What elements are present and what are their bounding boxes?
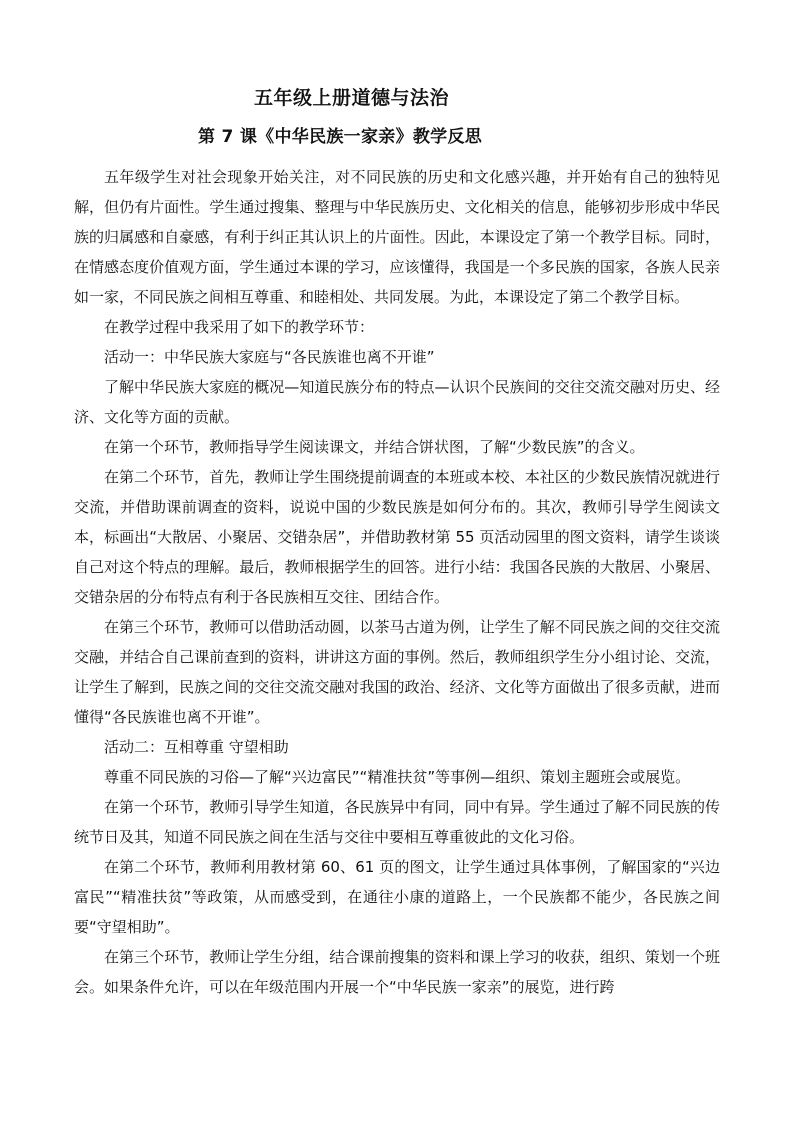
paragraph-process: 在教学过程中我采用了如下的教学环节： xyxy=(104,318,375,336)
activity-one-overview: 了解中华民族大家庭的概况—知道民族分布的特点—认识个民族间的交往交流交融对历史、经济、文化等方面的贡献。 xyxy=(74,378,720,426)
activity-two-overview: 尊重不同民族的习俗—了解“兴边富民”“精准扶贫”等事例—组织、策划主题班会或展览。 xyxy=(104,768,691,786)
document-subtitle: 第 7 课《中华民族一家亲》教学反思 xyxy=(198,127,483,147)
activity-one-heading: 活动一：中华民族大家庭与“各民族谁也离不开谁” xyxy=(104,348,435,366)
activity-one-step-1: 在第一个环节，教师指导学生阅读课文，并结合饼状图，了解“少数民族”的含义。 xyxy=(104,438,645,456)
paragraph-intro: 五年级学生对社会现象开始关注，对不同民族的历史和文化感兴趣，并开始有自己的独特见解，但仍有片面性。学生通过搜集、整理与中华民族历史、文化相关的信息，能够初步形成中华民族的归属感和自豪感，有利于纠正其认识上的片面性。因此，本课设定了第一个教学目标。同时，在情感态度价值观方面，学生通过本课的学习，应该懂得，我国是一个多民族的国家，各族人民亲如一家，不同民族之间相互尊重、和睦相处、共同发展。为此，本课设定了第二个教学目标。 xyxy=(74,168,720,306)
activity-one-step-2: 在第二个环节，首先，教师让学生围绕提前调查的本班或本校、本社区的少数民族情况就进行交流，并借助课前调查的资料，说说中国的少数民族是如何分布的。其次，教师引导学生阅读文本，标画出“大散居、小聚居、交错杂居”，并借助教材第 55 页活动园里的图文资料，请学生谈谈自己对这个特点的理解。最后，教师根据学生的回答。进行小结：我国各民族的大散居、小聚居、交错杂居的分布特点有利于各民族相互交往、团结合作。 xyxy=(74,468,720,606)
activity-two-step-2: 在第二个环节，教师利用教材第 60、61 页的图文，让学生通过具体事例，了解国家的“兴边富民”“精准扶贫”等政策，从而感受到，在通往小康的道路上，一个民族都不能少，各民族之间要“守望相助”。 xyxy=(74,858,720,936)
activity-two-step-1: 在第一个环节，教师引导学生知道，各民族异中有同，同中有异。学生通过了解不同民族的传统节日及其，知道不同民族之间在生活与交往中要相互尊重彼此的文化习俗。 xyxy=(74,798,720,846)
document-body xyxy=(74,162,720,1002)
document-title: 五年级上册道德与法治 xyxy=(254,87,450,109)
activity-two-heading: 活动二：互相尊重 守望相助 xyxy=(104,738,289,756)
activity-one-step-3: 在第三个环节，教师可以借助活动圆，以茶马古道为例，让学生了解不同民族之间的交往交流交融，并结合自己课前查到的资料，讲讲这方面的事例。然后，教师组织学生分小组讨论、交流，让学生了解到，民族之间的交往交流交融对我国的政治、经济、文化等方面做出了很多贡献，进而懂得“各民族谁也离不开谁”。 xyxy=(74,618,720,726)
activity-two-step-3: 在第三个环节，教师让学生分组，结合课前搜集的资料和课上学习的收获，组织、策划一个班会。如果条件允许，可以在年级范围内开展一个“中华民族一家亲”的展览，进行跨 xyxy=(74,948,720,996)
